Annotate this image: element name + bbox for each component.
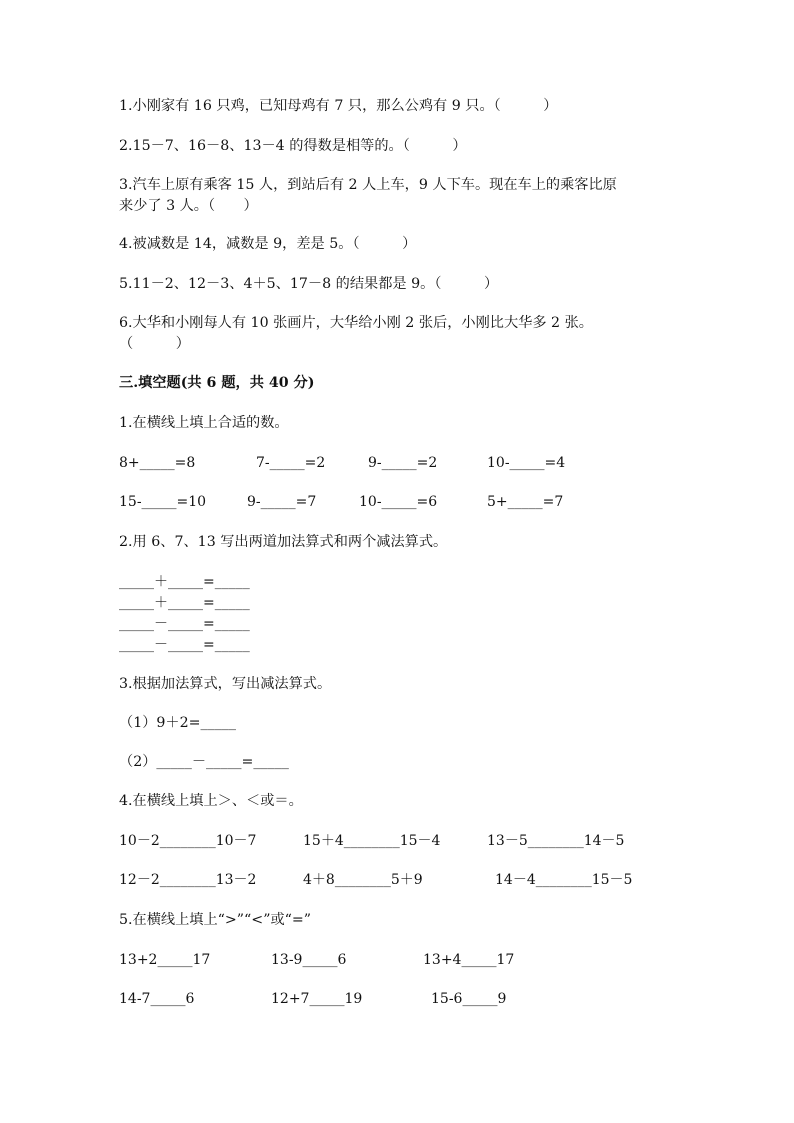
q1-blank-item: 7-_____=2 — [256, 455, 326, 471]
q1-blank-item: 9-_____=2 — [368, 455, 438, 471]
q4-title: 4.在横线上填上＞、＜或＝。 — [119, 793, 303, 809]
q3-line-2: （2）_____－_____=_____ — [119, 754, 289, 770]
judge-question-1: 1.小刚家有 16 只鸡，已知母鸡有 7 只，那么公鸡有 9 只。（ ） — [119, 98, 558, 114]
judge-question-3-continued: 来少了 3 人。（ ） — [119, 198, 258, 214]
q1-title: 1.在横线上填上合适的数。 — [119, 415, 289, 431]
q3-line-1: （1）9＋2=_____ — [119, 715, 236, 731]
judge-question-6: 6.大华和小刚每人有 10 张画片，大华给小刚 2 张后，小刚比大华多 2 张。 — [119, 315, 593, 331]
q1-blank-item: 10-_____=4 — [487, 455, 566, 471]
judge-question-3: 3.汽车上原有乘客 15 人，到站后有 2 人上车，9 人下车。现在车上的乘客比原 — [119, 177, 617, 193]
q2-equation-line: _____－_____=_____ — [119, 637, 250, 653]
q5-compare-item: 13+4_____17 — [423, 952, 515, 968]
judge-question-5: 5.11－2、12－3、4＋5、17－8 的结果都是 9。（ ） — [119, 276, 499, 292]
q1-blank-item: 5+_____=7 — [487, 494, 564, 510]
q2-equation-line: _____＋_____=_____ — [119, 574, 250, 590]
judge-question-2: 2.15－7、16－8、13－4 的得数是相等的。（ ） — [119, 138, 467, 154]
q4-compare-item: 14－4________15－5 — [495, 872, 633, 888]
judge-question-6-continued: （ ） — [119, 336, 190, 352]
q1-blank-item: 9-_____=7 — [247, 494, 317, 510]
q4-compare-item: 15＋4________15－4 — [303, 833, 441, 849]
q3-title: 3.根据加法算式，写出减法算式。 — [119, 676, 332, 692]
q5-compare-item: 15-6_____9 — [431, 991, 507, 1007]
q4-compare-item: 4＋8________5＋9 — [303, 872, 423, 888]
q2-title: 2.用 6、7、13 写出两道加法算式和两个减法算式。 — [119, 534, 448, 550]
q5-compare-item: 13-9_____6 — [271, 952, 347, 968]
q2-equation-line: _____－_____=_____ — [119, 616, 250, 632]
judge-question-4: 4.被减数是 14，减数是 9，差是 5。（ ） — [119, 236, 417, 252]
q5-compare-item: 14-7_____6 — [119, 991, 195, 1007]
q1-blank-item: 8+_____=8 — [119, 455, 196, 471]
q4-compare-item: 12－2________13－2 — [119, 872, 257, 888]
q1-blank-item: 10-_____=6 — [359, 494, 438, 510]
q4-compare-item: 13－5________14－5 — [487, 833, 625, 849]
q1-blank-item: 15-_____=10 — [119, 494, 207, 510]
q4-compare-item: 10－2________10－7 — [119, 833, 257, 849]
q5-compare-item: 12+7_____19 — [271, 991, 363, 1007]
section-title: 三.填空题(共 6 题，共 40 分) — [119, 375, 315, 391]
q2-equation-line: _____＋_____=_____ — [119, 595, 250, 611]
q5-title: 5.在横线上填上“>”“<”或“=” — [119, 912, 312, 928]
q5-compare-item: 13+2_____17 — [119, 952, 211, 968]
